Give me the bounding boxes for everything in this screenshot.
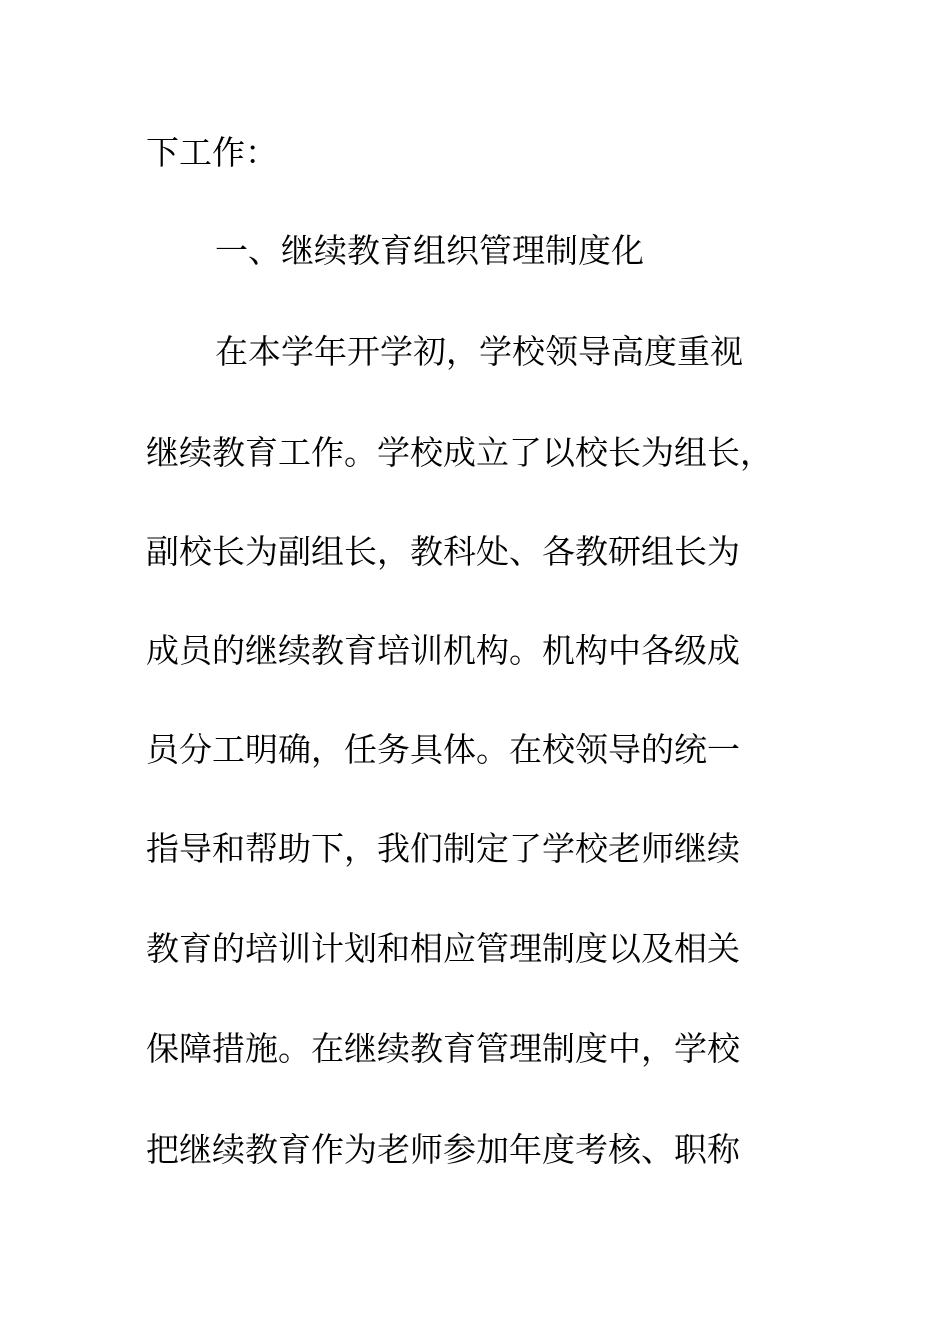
- text-line-5: 副校长为副组长，教科处、各教研组长为: [146, 532, 740, 571]
- section-heading: 一、继续教育组织管理制度化: [215, 231, 644, 270]
- text-line-3: 在本学年开学初，学校领导高度重视: [215, 332, 743, 371]
- text-line-8: 指导和帮助下，我们制定了学校老师继续: [146, 829, 740, 868]
- text-line-1: 下工作：: [146, 133, 278, 172]
- text-line-9: 教育的培训计划和相应管理制度以及相关: [146, 929, 740, 968]
- text-line-6: 成员的继续教育培训机构。机构中各级成: [146, 631, 740, 670]
- text-line-7: 员分工明确，任务具体。在校领导的统一: [146, 730, 740, 769]
- text-line-11: 把继续教育作为老师参加年度考核、职称: [146, 1130, 740, 1169]
- text-line-4: 继续教育工作。学校成立了以校长为组长，: [146, 433, 773, 472]
- text-line-10: 保障措施。在继续教育管理制度中，学校: [146, 1029, 740, 1068]
